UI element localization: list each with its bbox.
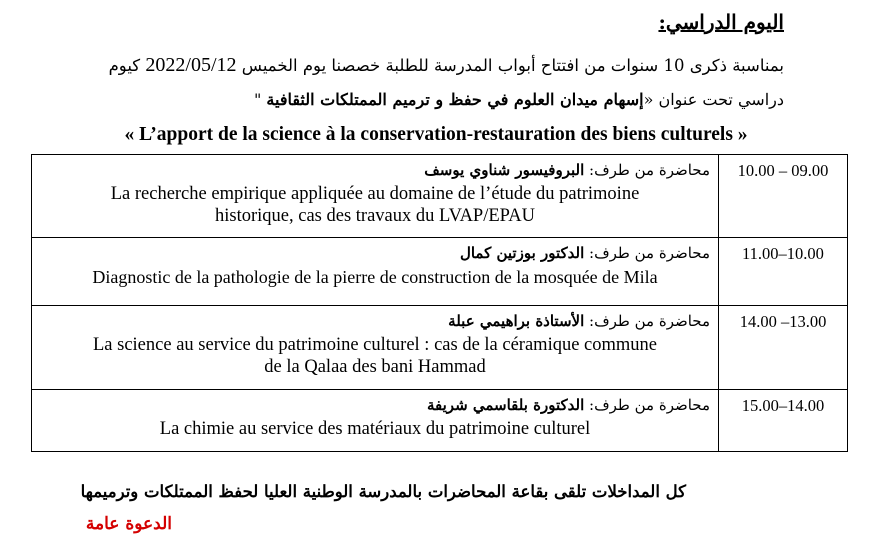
talk-title-line-2: de la Qalaa des bani Hammad bbox=[264, 357, 486, 377]
speaker-name: الدكتورة بلقاسمي شريفة bbox=[426, 395, 585, 414]
speaker-name: البروفيسور شناوي يوسف bbox=[424, 161, 585, 179]
speaker-line bbox=[32, 390, 718, 414]
event-title-french: « L’apport de la science à la conservation-restauration des biens culturels » bbox=[124, 124, 748, 145]
schedule-table bbox=[31, 154, 848, 452]
session-time: 11.00–10.00 bbox=[719, 237, 848, 305]
session-content bbox=[32, 237, 719, 305]
page-heading: اليوم الدراسي: bbox=[658, 10, 784, 34]
session-content bbox=[32, 155, 719, 238]
talk-title-line-1: La science au service du patrimoine culturel : cas de la céramique commune bbox=[93, 335, 657, 355]
talk-title bbox=[38, 266, 712, 288]
speaker-name: الدكتور بوزتين كمال bbox=[459, 243, 585, 262]
speaker-line bbox=[32, 238, 718, 262]
session-time: 10.00 – 09.00 bbox=[719, 155, 848, 238]
speaker-prefix: محاضرة من طرف: bbox=[589, 312, 710, 330]
event-date: 2022/05/12 bbox=[145, 54, 237, 76]
intro-line-2 bbox=[254, 90, 784, 109]
intro-line-1-text: بمناسبة ذكرى 10 سنوات من افتتاح أبواب المدرسة للطلبة خصصنا يوم الخميس bbox=[241, 56, 784, 75]
session-time: 14.00 –13.00 bbox=[719, 306, 848, 390]
talk-title-line-1: La chimie au service des matériaux du patrimoine culturel bbox=[159, 418, 591, 439]
talk-title bbox=[38, 334, 712, 378]
speaker-line bbox=[32, 306, 718, 330]
table-row bbox=[32, 389, 848, 451]
intro-line-2-text: دراسي تحت عنوان « bbox=[643, 90, 784, 109]
talk-title-line-1: Diagnostic de la pathologie de la pierre de construction de la mosquée de Mila bbox=[92, 266, 658, 287]
event-title-arabic: إسهام ميدان العلوم في حفظ و ترميم الممتلكات الثقافية bbox=[266, 90, 644, 109]
talk-title-line-1: La recherche empirique appliquée au domaine de l’étude du patrimoine bbox=[110, 184, 640, 204]
intro-line-1 bbox=[109, 54, 784, 77]
intro-line-1-end: كيوم bbox=[108, 56, 141, 75]
intro-line-2-end: " bbox=[253, 90, 267, 109]
table-row bbox=[32, 306, 848, 390]
speaker-prefix: محاضرة من طرف: bbox=[589, 395, 710, 414]
talk-title bbox=[38, 418, 712, 440]
speaker-prefix: محاضرة من طرف: bbox=[589, 161, 710, 179]
table-row bbox=[32, 155, 848, 238]
speaker-name: الأستاذة براهيمي عبلة bbox=[448, 312, 585, 330]
public-invitation: الدعوة عامة bbox=[85, 514, 172, 534]
session-time: 15.00–14.00 bbox=[719, 389, 848, 451]
table-row bbox=[32, 237, 848, 305]
talk-title bbox=[38, 183, 712, 227]
session-content bbox=[32, 389, 719, 451]
session-content bbox=[32, 306, 719, 390]
talk-title-line-2: historique, cas des travaux du LVAP/EPAU bbox=[215, 206, 535, 226]
speaker-prefix: محاضرة من طرف: bbox=[589, 243, 710, 262]
venue-note: كل المداخلات تلقى بقاعة المحاضرات بالمدرسة الوطنية العليا لحفظ الممتلكات وترميمها bbox=[80, 482, 686, 501]
speaker-line bbox=[32, 155, 718, 179]
